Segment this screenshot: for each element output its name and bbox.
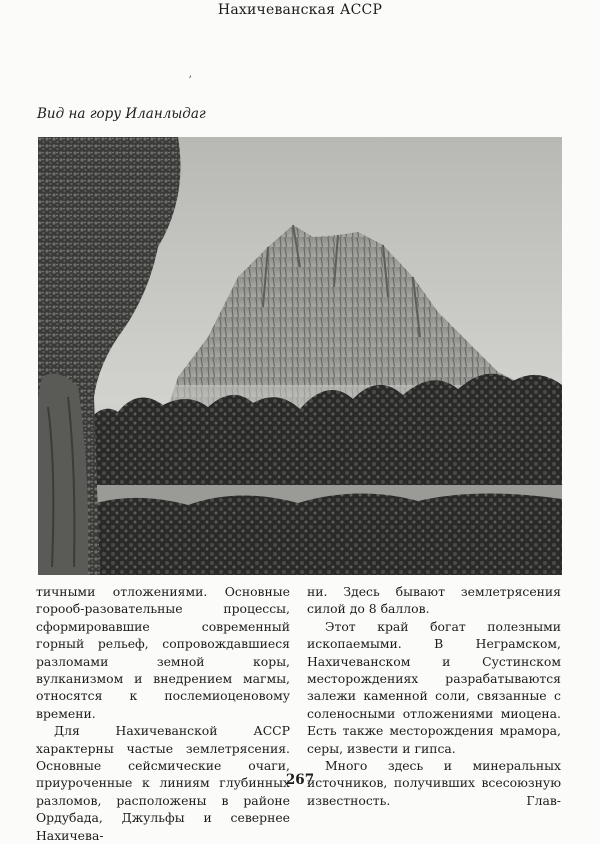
paragraph: Много здесь и минеральных источников, получивших всесоюзную известность. Глав- xyxy=(307,758,561,808)
page-number: 267 xyxy=(285,772,315,788)
photo-illustration xyxy=(38,137,562,575)
foreground-bushes xyxy=(78,493,562,575)
stray-mark: ʼ xyxy=(188,74,192,87)
mountain-photo xyxy=(38,137,562,575)
paragraph: Этот край богат полезными ископаемыми. В Неграмском, Нахичеванском и Сустинском месторождениях разрабатываются залежи каменной соли, связанные с соленосными отложениями миоцена. Есть также месторождения мрамора, серы, извести и гипса. xyxy=(307,618,561,756)
running-title: Нахичеванская АССР xyxy=(217,2,383,18)
paragraph: Для Нахичеванской АССР характерны частые землетрясения. Основные сейсмические очаги, приуроченные к линиям глубинных разломов, расположены в районе Ордубада, Джульфы и севернее Нахичева- xyxy=(36,723,290,843)
paragraph: тичными отложениями. Основные горооб-разовательные процессы, сформировавшие современный горный рельеф, сопровождавшиеся разломами земной коры, вулканизмом и внедрением магмы, относятся к послемиоценовому времени. xyxy=(36,584,290,721)
figure-caption: Вид на гору Иланлыдаг xyxy=(37,106,206,122)
paragraph: ни. Здесь бывают землетрясения силой до 8 баллов. xyxy=(307,584,561,617)
text-column-left xyxy=(36,583,290,844)
